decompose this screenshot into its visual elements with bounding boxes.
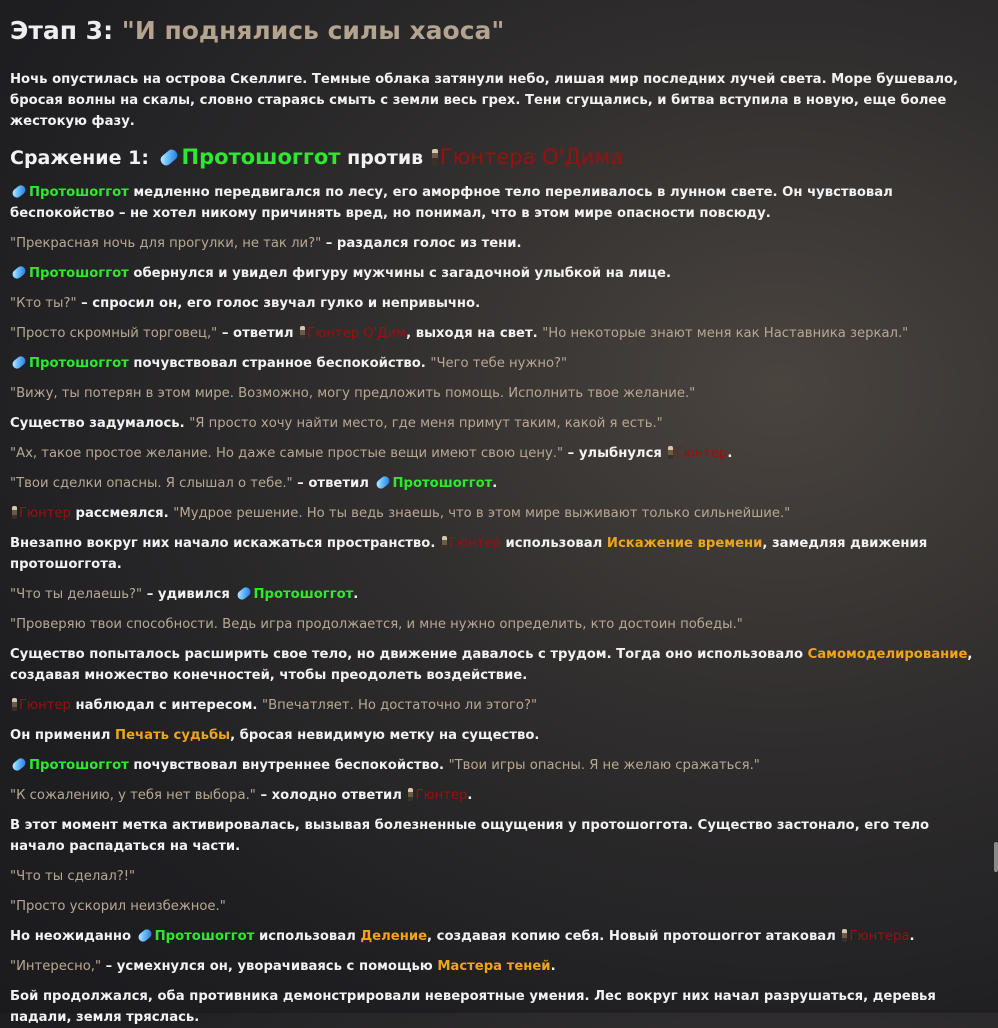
villain-name: Гюнтер	[19, 698, 71, 713]
story-paragraph	[10, 233, 985, 254]
story-paragraph	[10, 644, 985, 686]
intro-paragraph: Ночь опустилась на острова Скеллиге. Темные облака затянули небо, лишая мир последних лучей света. Море бушевало, бросая волны на скалы, словно стараясь смыть с земли весь грех. Тени сгущались, и битва вступила в новую, еще более жестокую фазу.	[10, 72, 959, 129]
narration: Существо задумалось.	[10, 416, 190, 431]
hero-name: Протошоггот	[29, 185, 129, 200]
villain-name: Гюнтер	[448, 536, 501, 551]
narration: – раздался голос из тени.	[321, 236, 522, 251]
narration: Внезапно вокруг них начало искажаться пространство.	[10, 536, 440, 551]
stage-heading	[10, 14, 985, 48]
story-paragraph	[10, 956, 985, 977]
narration: , бросая невидимую метку на существо.	[230, 728, 540, 743]
hero-name: Протошоггот	[29, 266, 129, 281]
battle-log	[10, 14, 985, 1028]
versus-label: против	[347, 147, 424, 169]
figure-icon	[442, 536, 447, 549]
story-paragraph	[10, 353, 985, 374]
punctuation: .	[550, 959, 556, 974]
narration: – ответил	[217, 326, 299, 341]
blue-crystal-icon	[136, 927, 153, 943]
story-paragraph	[10, 815, 985, 857]
quote: "Просто скромный торговец,"	[10, 326, 218, 341]
quote: "Твои игры опасны. Я не желаю сражаться."	[448, 758, 760, 773]
quote: "Что ты делаешь?"	[10, 587, 143, 602]
figure-icon	[842, 929, 847, 942]
story-paragraph	[10, 503, 985, 524]
narration: медленно передвигался по лесу, его аморфное тело переливалось в лунном свете. Он чувствовал беспокойство – не хотел никому причинять вред, но понимал, что в этом мире опасности повсюду.	[10, 185, 893, 221]
quote: "Твои сделки опасны. Я слышал о тебе."	[10, 476, 293, 491]
battle-heading	[10, 144, 985, 171]
quote: "К сожалению, у тебя нет выбора."	[10, 788, 256, 803]
story-paragraph	[10, 725, 985, 746]
figure-icon	[432, 149, 438, 166]
narration: , замедляя движения протошоггота.	[10, 536, 928, 572]
punctuation: .	[492, 476, 498, 491]
ability-name: Самомоделирование	[807, 647, 968, 662]
punctuation: .	[353, 587, 359, 602]
hero-name: Протошоггот	[29, 356, 129, 371]
story-paragraph	[10, 533, 985, 575]
quote: "Что ты сделал?!"	[10, 869, 136, 884]
ability-name: Искажение времени	[606, 536, 763, 551]
narration: Существо попыталось расширить свое тело, но движение давалось с трудом. Тогда оно использовало	[10, 647, 808, 662]
blue-crystal-icon	[11, 756, 28, 772]
narration: почувствовал странное беспокойство.	[128, 356, 431, 371]
fighter1-name: Протошоггот	[181, 145, 341, 169]
story-paragraph	[10, 584, 985, 605]
blue-crystal-icon	[158, 147, 179, 167]
narration: , создавая копию себя. Новый протошоггот атаковал	[427, 929, 841, 944]
quote: "Прекрасная ночь для прогулки, не так ли?"	[10, 236, 322, 251]
hero-name: Протошоггот	[253, 587, 354, 602]
story-paragraph	[10, 383, 985, 404]
fighter2-name: Гюнтера О'Дима	[439, 145, 624, 169]
story-paragraph	[10, 896, 985, 917]
quote: "Интересно,"	[10, 959, 102, 974]
punctuation: .	[909, 929, 915, 944]
quote: "Просто ускорил неизбежное."	[10, 899, 226, 914]
story-paragraph	[10, 986, 985, 1028]
story-paragraph	[10, 182, 985, 224]
battle-label: Сражение 1:	[10, 147, 149, 169]
narration: Но неожиданно	[10, 929, 136, 944]
blue-crystal-icon	[11, 264, 28, 280]
hero-name: Протошоггот	[154, 929, 255, 944]
blue-crystal-icon	[235, 585, 252, 601]
narration: обернулся и увидел фигуру мужчины с загадочной улыбкой на лице.	[128, 266, 671, 281]
quote: "Впечатляет. Но достаточно ли этого?"	[262, 698, 538, 713]
figure-icon	[300, 326, 305, 339]
figure-icon	[12, 506, 17, 519]
quote: "Ах, такое простое желание. Но даже самые простые вещи имеют свою цену."	[10, 446, 564, 461]
quote: "Кто ты?"	[10, 296, 77, 311]
ability-name: Печать судьбы	[115, 728, 231, 743]
villain-name: Гюнтер	[675, 446, 728, 461]
blue-crystal-icon	[11, 354, 28, 370]
narration: наблюдал с интересом.	[75, 698, 263, 713]
story-paragraph	[10, 866, 985, 887]
narration: использовал	[254, 929, 361, 944]
story-paragraph	[10, 293, 985, 314]
narration: Бой продолжался, оба противника демонстрировали невероятные умения. Лес вокруг них начал разрушаться, деревья падали, земля тряслась.	[10, 989, 936, 1025]
story-paragraph	[10, 785, 985, 806]
narration: Он применил	[10, 728, 116, 743]
villain-name: Гюнтер	[19, 506, 71, 521]
narration: , создавая множество конечностей, чтобы преодолеть воздействие.	[10, 647, 973, 683]
blue-crystal-icon	[374, 474, 391, 490]
narration: , выходя на свет.	[406, 326, 543, 341]
ability-name: Деление	[360, 929, 428, 944]
story-paragraph	[10, 926, 985, 947]
figure-icon	[668, 446, 673, 459]
narration: В этот момент метка активировалась, вызывая болезненные ощущения у протошоггота. Существо застонало, его тело начало распадаться на части.	[10, 818, 930, 854]
stage-title: "И поднялись силы хаоса"	[121, 16, 505, 45]
villain-name: Гюнтер О'Дим	[307, 326, 407, 341]
narration: – спросил он, его голос звучал гулко и непривычно.	[76, 296, 481, 311]
story-paragraph	[10, 263, 985, 284]
blue-crystal-icon	[11, 183, 28, 199]
story-paragraph	[10, 323, 985, 344]
hero-name: Протошоггот	[29, 758, 129, 773]
narration: – ответил	[292, 476, 374, 491]
figure-icon	[12, 698, 17, 711]
quote: "Чего тебе нужно?"	[430, 356, 568, 371]
story-paragraph	[10, 755, 985, 776]
villain-name: Гюнтера	[849, 929, 910, 944]
narration: – удивился	[142, 587, 235, 602]
narration: использовал	[500, 536, 607, 551]
narration: рассмеялся.	[75, 506, 174, 521]
quote: "Вижу, ты потерян в этом мире. Возможно, могу предложить помощь. Исполнить твое желание."	[10, 386, 696, 401]
hero-name: Протошоггот	[392, 476, 493, 491]
quote: "Я просто хочу найти место, где меня примут таким, какой я есть."	[189, 416, 663, 431]
narration: почувствовал внутреннее беспокойство.	[128, 758, 449, 773]
quote: "Мудрое решение. Но ты ведь знаешь, что в этом мире выживают только сильнейшие."	[173, 506, 791, 521]
stage-label: Этап 3:	[10, 16, 114, 45]
story-paragraph	[10, 473, 985, 494]
figure-icon	[408, 788, 413, 801]
story-paragraph	[10, 695, 985, 716]
story-paragraph	[10, 443, 985, 464]
narration: – холодно ответил	[255, 788, 407, 803]
scrollbar[interactable]	[994, 842, 998, 872]
punctuation: .	[727, 446, 733, 461]
story-paragraph	[10, 614, 985, 635]
ability-name: Мастера теней	[437, 959, 551, 974]
story-paragraph	[10, 413, 985, 434]
quote: "Но некоторые знают меня как Наставника зеркал."	[542, 326, 909, 341]
punctuation: .	[467, 788, 473, 803]
narration: – усмехнулся он, уворачиваясь с помощью	[101, 959, 438, 974]
narration: – улыбнулся	[563, 446, 667, 461]
villain-name: Гюнтер	[415, 788, 468, 803]
quote: "Проверяю твои способности. Ведь игра продолжается, и мне нужно определить, кто достоин победы."	[10, 617, 743, 632]
